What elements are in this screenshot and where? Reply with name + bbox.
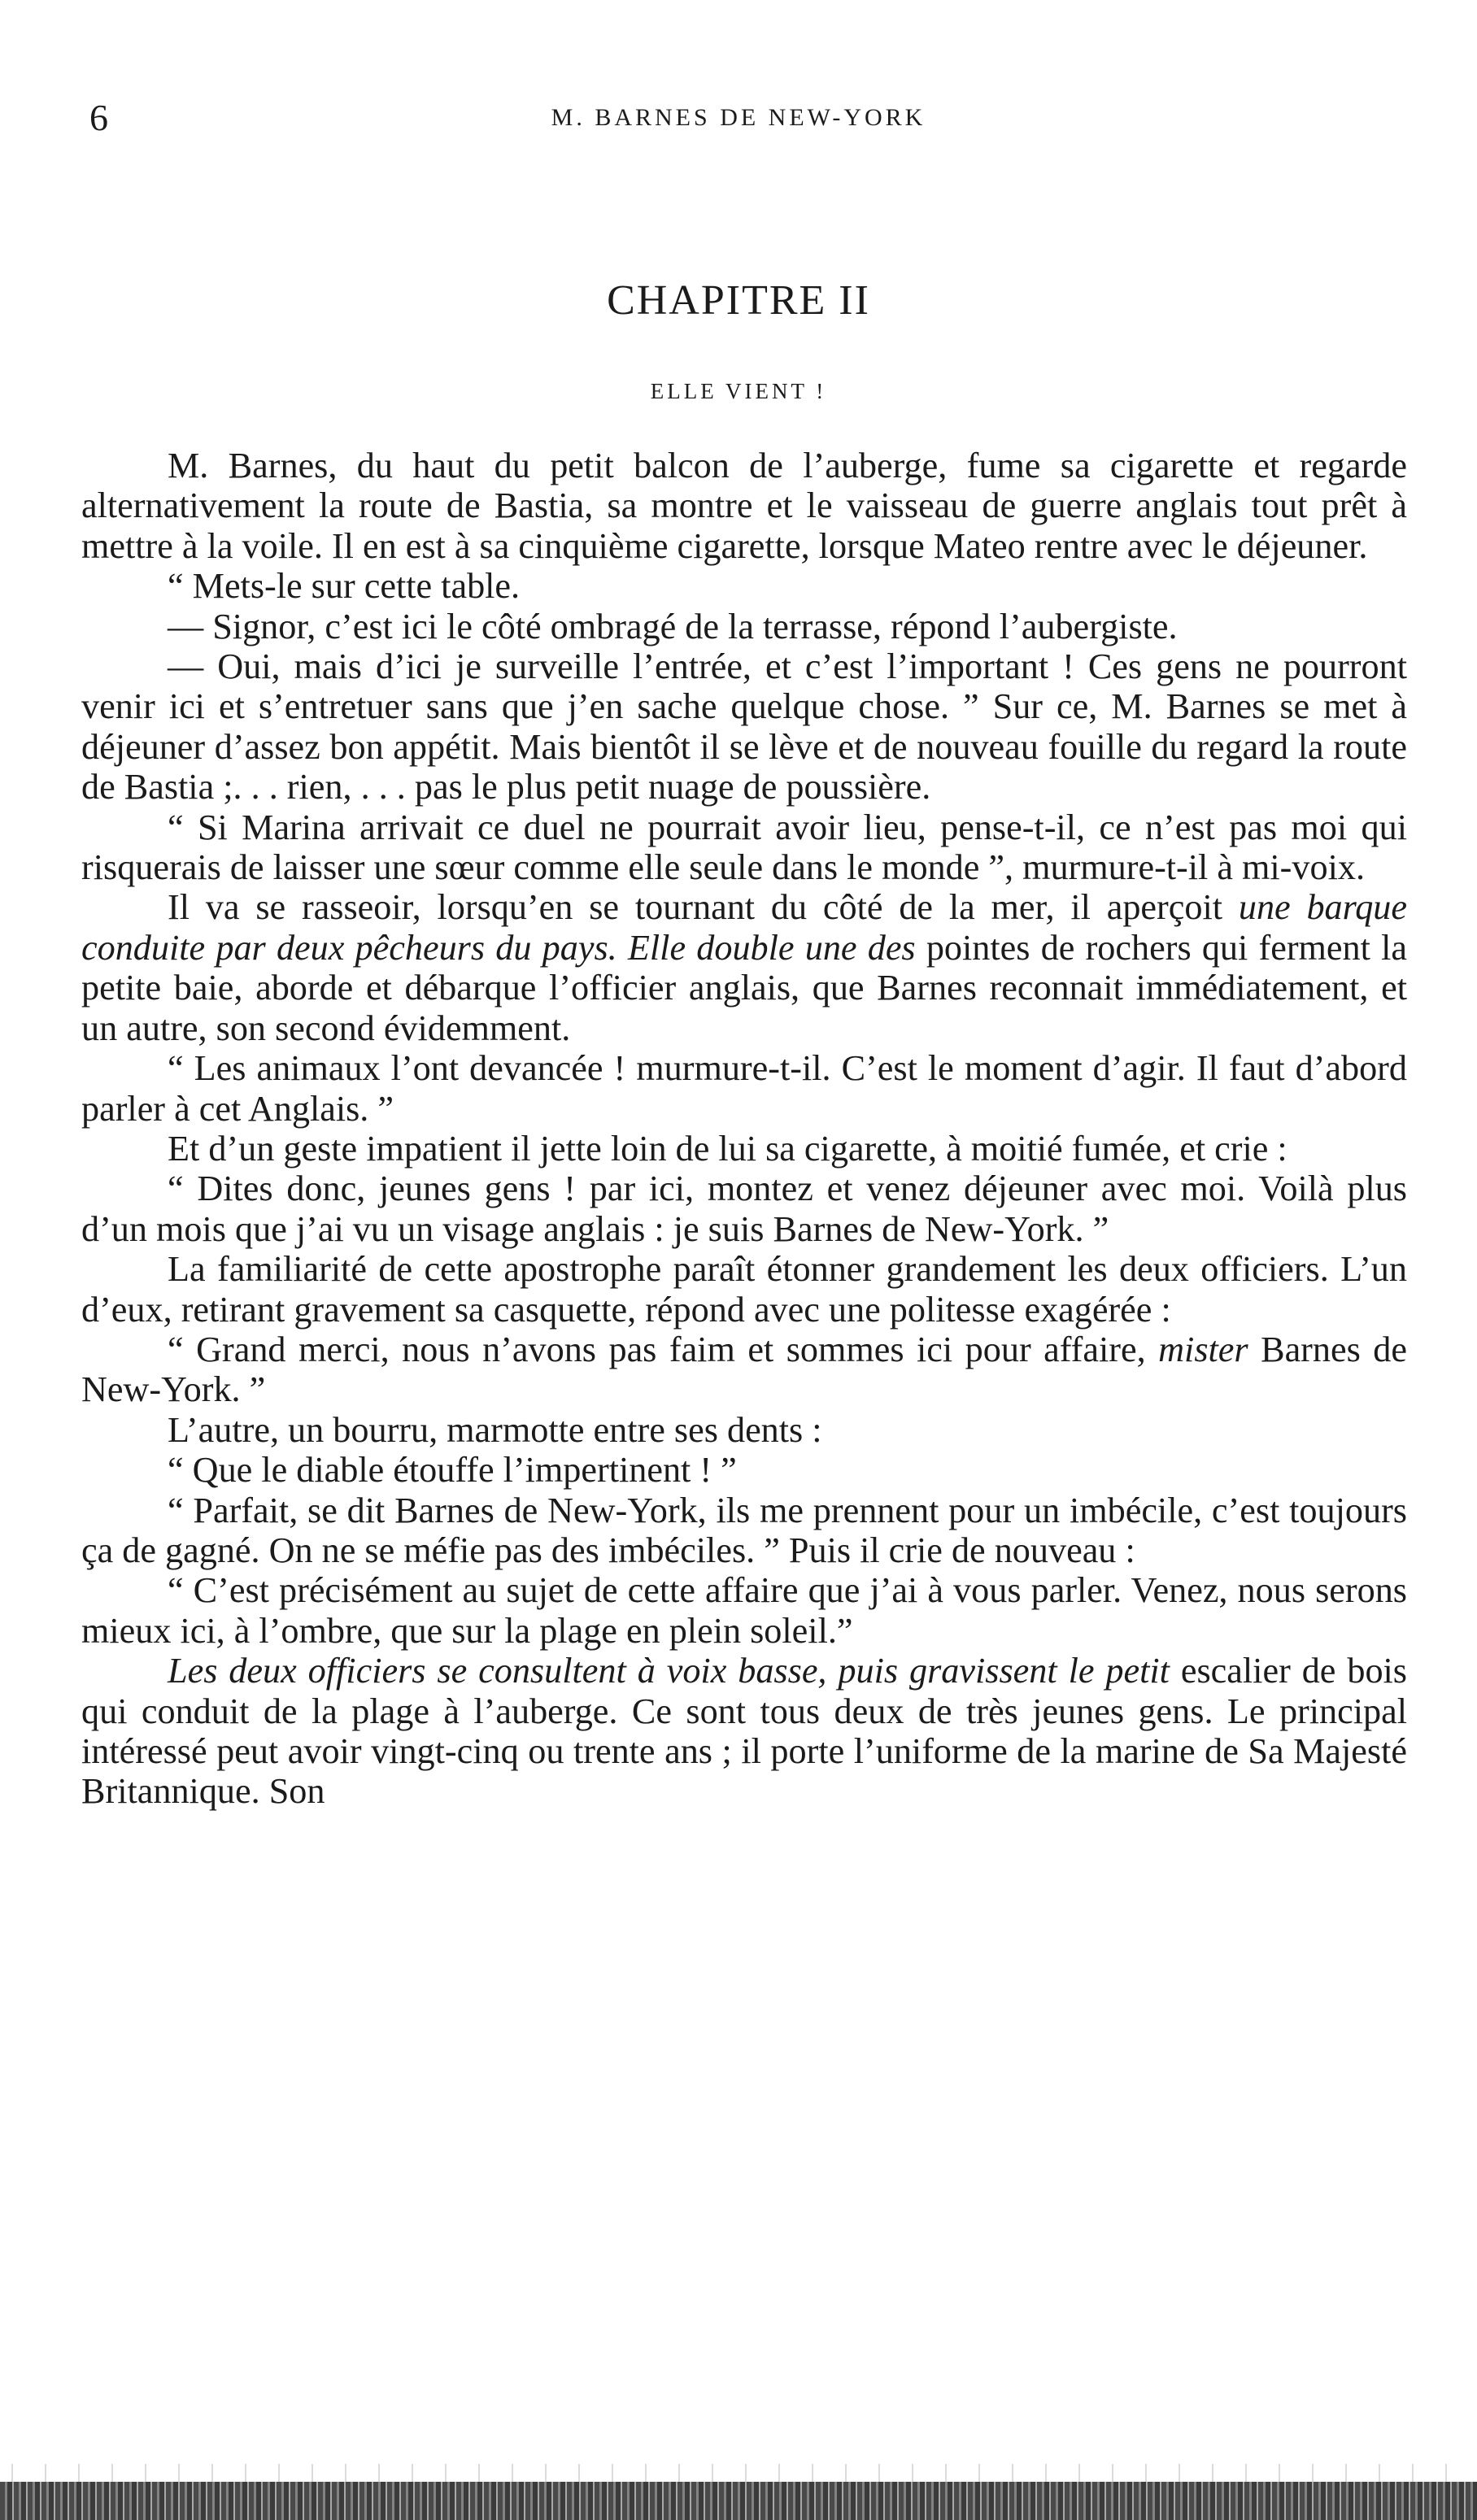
paragraph: Les deux officiers se consultent à voix basse, puis gravissent le petit escalier de bois qui conduit de la plage à l’auberge. Ce sont tous deux de très jeunes gens. Le principal intéressé peut avoir vingt-cinq ou trente ans ; il porte l’uniforme de la marine de Sa Majesté Britannique. Son <box>81 1651 1408 1812</box>
paragraph: “ Les animaux l’ont devancée ! murmure-t-il. C’est le moment d’agir. Il faut d’abord parler à cet Anglais. ” <box>81 1048 1407 1129</box>
paragraph: L’autre, un bourru, marmotte entre ses dents : <box>168 1409 822 1450</box>
paragraph: “ C’est précisément au sujet de cette affaire que j’ai à vous parler. Venez, nous serons mieux ici, à l’ombre, que sur la plage en plein soleil.” <box>81 1570 1407 1651</box>
chapter-title: CHAPITRE II <box>607 277 870 324</box>
paragraph: “ Grand merci, nous n’avons pas faim et sommes ici pour affaire, mister Barnes de New-York. ” <box>81 1329 1407 1410</box>
paragraph: Et d’un geste impatient il jette loin de lui sa cigarette, à moitié fumée, et crie : <box>168 1128 1287 1169</box>
paragraph: M. Barnes, du haut du petit balcon de l’auberge, fume sa cigarette et regarde alternativement la route de Bastia, sa montre et le vaisseau de guerre anglais tout prêt à mettre à la voile. Il en est à sa cinquième cigarette, lorsque Mateo rentre avec le déjeuner. <box>81 446 1407 566</box>
scan-dark-edge <box>0 2482 1477 2520</box>
page-number: 6 <box>89 97 108 138</box>
paragraph: “ Que le diable étouffe l’impertinent ! ” <box>168 1450 737 1491</box>
chapter-subtitle: ELLE VIENT ! <box>650 379 827 403</box>
paragraph: — Oui, mais d’ici je surveille l’entrée, et c’est l’important ! Ces gens ne pourront venir ici et s’entretuer sans que j’en sache quelque chose. ” Sur ce, M. Barnes se met à déjeuner d’assez bon appétit. Mais bientôt il se lève et de nouveau fouille du regard la route de Bastia ;. . . rien, . . . pas le plus petit nuage de poussière. <box>81 646 1407 807</box>
paragraph: “ Mets-le sur cette table. <box>168 566 521 607</box>
paragraph: “ Si Marina arrivait ce duel ne pourrait avoir lieu, pense-t-il, ce n’est pas moi qui risquerais de laisser une sœur comme elle seule dans le monde ”, murmure-t-il à mi-voix. <box>81 807 1407 888</box>
paragraph: Il va se rasseoir, lorsqu’en se tournant du côté de la mer, il aperçoit une barque conduite par deux pêcheurs du pays. Elle double une des pointes de rochers qui ferment la petite baie, aborde et débarque l’officier anglais, que Barnes reconnait immédiatement, et un autre, son second évidemment. <box>81 887 1408 1048</box>
running-title: M. BARNES DE NEW-YORK <box>551 104 926 131</box>
paragraph: “ Parfait, se dit Barnes de New-York, ils me prennent pour un imbécile, c’est toujours ça de gagné. On ne se méfie pas des imbéciles. ” Puis il crie de nouveau : <box>81 1490 1407 1570</box>
scan-specks <box>0 2464 1477 2482</box>
running-head <box>89 96 1388 145</box>
paragraph: La familiarité de cette apostrophe paraît étonner grandement les deux officiers. L’un d’eux, retirant gravement sa casquette, répond avec une politesse exagérée : <box>81 1249 1407 1330</box>
paragraph: — Signor, c’est ici le côté ombragé de la terrasse, répond l’aubergiste. <box>168 606 1178 646</box>
scan-edge-band <box>0 2464 1477 2520</box>
body-text <box>81 446 1407 1812</box>
paragraph: “ Dites donc, jeunes gens ! par ici, montez et venez déjeuner avec moi. Voilà plus d’un mois que j’ai vu un visage anglais : je suis Barnes de New-York. ” <box>81 1169 1407 1249</box>
